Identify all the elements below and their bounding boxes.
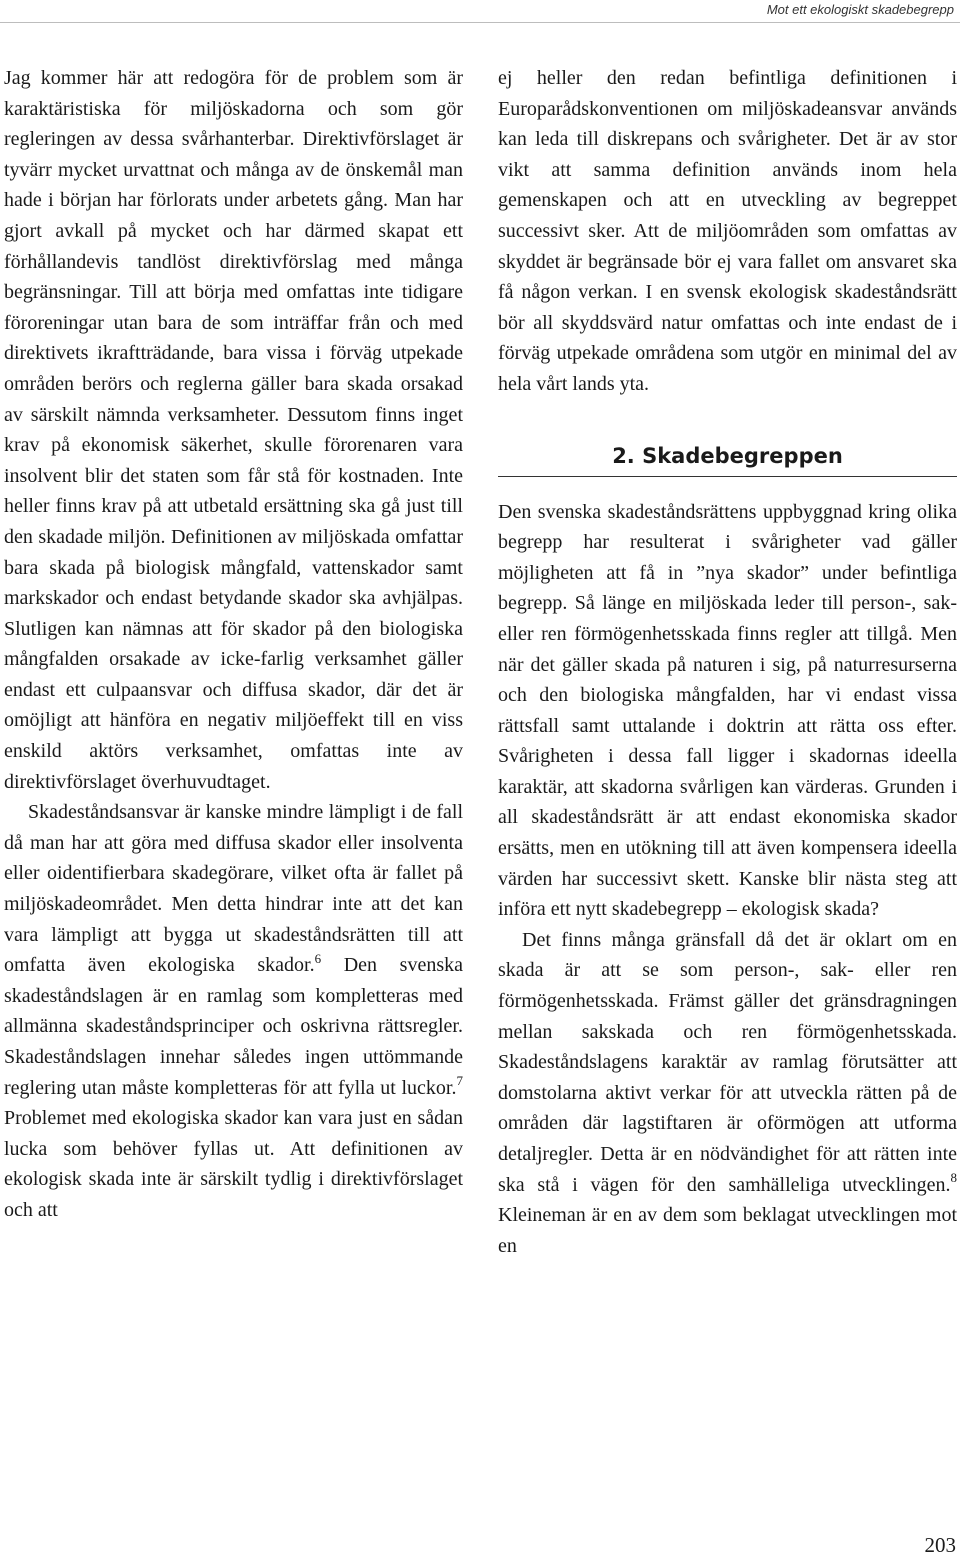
footnote-ref-8[interactable]: 8 (950, 1169, 957, 1185)
paragraph-text: Problemet med ekologiska skador kan vara just en sådan lucka som behöver fyllas ut. Att definitionen av ekologisk skada inte är särskilt tydlig i direktivförslaget och att (4, 1107, 463, 1221)
right-column (498, 63, 957, 1261)
section-heading: 2. Skadebegreppen (498, 442, 957, 477)
body-paragraph: Jag kommer här att redogöra för de problem som är karaktäristiska för miljöskadorna och som gör regleringen av dessa svårhanterbar. Direktivförslaget är tyvärr mycket urvattnat och många av de önskemål man hade i början har förlorats under arbetets gång. Man har gjort avkall på mycket och har därmed skapat ett förhållandevis tandlöst direktivförslag med många begränsningar. Till att börja med omfattas inte tidigare föroreningar utan bara de som inträffar från och med direktivets ikraftträdande, bara vissa i förväg utpekade områden berörs och reglerna gäller bara skada orsakad av särskilt nämnda verksamheter. Dessutom finns inget krav på ekonomisk säkerhet, skulle förorenaren vara insolvent blir det staten som får stå för kostnaden. Inte heller finns krav på att utbetald ersättning ska gå just till den skadade miljön. Definitionen av miljöskada omfattar bara skada på biologisk mångfald, vattenskador samt markskador och endast betydande skador ska avhjälpas. Slutligen kan nämnas att för skador på den biologiska mångfalden orsakade av icke-farlig verksamhet gäller endast ett culpaansvar och diffusa skador, där det är omöjligt att hänföra en negativ miljöeffekt till en viss enskild aktörs verksamhet, omfattas inte av direktivförslaget överhuvudtaget. (4, 67, 463, 793)
left-column (4, 63, 463, 1226)
paragraph-text: Det finns många gränsfall då det är oklart om en skada är att se som person-, sak- eller ren förmögenhetsskada. Främst gäller det gränsdragningen mellan sakskada och ren förmögenhetsskada. Skadeståndslagens karaktär av ramlag förutsätter att domstolarna aktivt verkar för att utveckla rätten på de områden där lagstiftaren är oförmögen att utforma detaljregler. Detta är en nödvändighet för att rätten inte ska stå i vägen för den samhälleliga utvecklingen. (498, 928, 957, 1196)
running-head (0, 0, 960, 23)
paragraph-text: Kleineman är en av dem som beklagat utvecklingen mot en (498, 1204, 957, 1257)
footnote-ref-6[interactable]: 6 (314, 950, 322, 966)
page-number: 203 (924, 1533, 956, 1557)
body-paragraph: Den svenska skadeståndsrättens uppbyggnad kring olika begrepp har resulterat i svårigheter vad gäller möjligheten att få in ”nya skador” under befintliga begrepp. Så länge en miljöskada leder till person-, sak- eller ren förmögenhetsskada finns regler att tillgå. Men när det gäller skada på naturen i sig, på naturresurserna och den biologiska mångfalden, har vi endast vissa rättsfall samt uttalande i doktrin att rätta oss efter. Svårigheten i dessa fall ligger i skadornas ideella karaktär, att skadorna svårligen kan värderas. Grunden i all skadeståndsrätt är att endast ekonomiska skador ersätts, men en utökning till att även kompensera ideella värden har successivt skett. Kanske blir nästa steg att införa ett nytt skadebegrepp – ekologisk skada? (498, 500, 957, 921)
paragraph-text: Den svenska skadeståndslagen är en ramlag som kompletteras med allmänna skadeståndsprinciper och oskrivna rättsregler. Skadeståndslagen innehar således ingen uttömmande reglering utan måste kompletteras för att fylla ut luckor. (4, 954, 463, 1099)
running-head-title: Mot ett ekologiskt skadebegrepp (766, 2, 954, 17)
paragraph-text: Skadeståndsansvar är kanske mindre lämpligt i de fall då man har att göra med diffusa skador eller insolventa eller oidentifierbara skadegörare, vilket ofta är fallet på miljöskadeområdet. Men detta hindrar inte att det kan vara lämpligt att bygga ut skadeståndsrätten till att omfatta även ekologiska skador. (4, 801, 463, 977)
body-paragraph: ej heller den redan befintliga definitionen i Europarådskonventionen om miljöskadeansvar används kan leda till diskrepans och svårigheter. Det är av stor vikt att samma definition används inom hela gemenskapen och att en utveckling av begreppet successivt sker. Att de miljöområden som omfattas av skyddet är begränsade bör ej vara fallet om ansvaret ska få någon verkan. I en svensk ekologisk skadeståndsrätt bör all skyddsvärd natur omfattas och inte endast de i förväg utpekade områdena som utgör en minimal del av hela vårt lands yta. (498, 67, 957, 395)
footnote-ref-7[interactable]: 7 (456, 1072, 463, 1088)
body-paragraph (498, 925, 957, 1262)
body-paragraph (4, 797, 463, 1225)
